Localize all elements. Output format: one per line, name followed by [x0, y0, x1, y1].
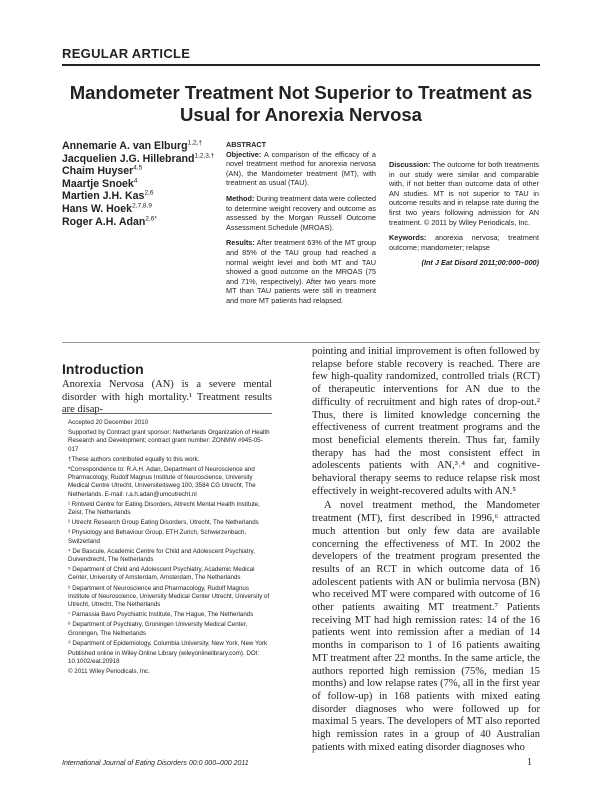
footnote: Accepted 20 December 2010 — [68, 419, 149, 426]
section-divider — [62, 342, 540, 343]
section-label: REGULAR ARTICLE — [62, 46, 191, 61]
author: Hans W. Hoek$^{2,7,8,9}$ — [62, 202, 152, 215]
abstract-results: Results: After treatment 63% of the MT group and 85% of the TAU group had reached a normal weight level and both MT and TAU showed a good outcome on the MROAS (75 and 71%, respectively). After two years more MT than TAU patients were still in treatment and more MT patients had relapsed. — [226, 238, 377, 305]
abstract-heading: ABSTRACT — [226, 140, 267, 149]
page-number: 1 — [527, 757, 532, 768]
author: Chaim Huyser$^{4,5}$ — [62, 164, 143, 178]
author: Maartje Snoek$^4$ — [62, 177, 138, 190]
footnote: Published online in Wiley Online Library (wileyonlinelibrary.com). DOI: 10.1002/eat.20918 — [68, 650, 260, 666]
footnote: ⁶ Department of Neuroscience and Pharmacology, Rudolf Magnus Institute of Neuroscience, University Medical Center Utrecht, University of Utrecht, Utrecht, The Netherlands — [68, 584, 270, 609]
author: Annemarie A. van Elburg$^{1,2,\dagger}$ — [62, 139, 203, 152]
header-divider — [62, 64, 540, 66]
journal-footer: International Journal of Eating Disorders 00:0 000–000 2011 — [62, 760, 249, 767]
footnote-divider — [62, 413, 272, 414]
footnotes — [62, 419, 272, 679]
abstract-keywords: Keywords: anorexia nervosa; treatment outcome; mandometer; relapse — [389, 233, 540, 252]
footnote: ⁵ Department of Child and Adolescent Psychiatry, Academic Medical Center, University of Amsterdam, Amsterdam, The Netherlands — [68, 566, 255, 582]
footnote: ⁸ Department of Psychiatry, Groningen University Medical Center, Groningen, The Netherlands — [68, 621, 248, 637]
author: Roger A.H. Adan$^{2,6*}$ — [62, 215, 157, 228]
abstract-column-1 — [226, 140, 376, 312]
footnote: ⁷ Parnassia Bavo Psychiatric Institute, The Hague, The Netherlands — [68, 611, 254, 619]
abstract-objective: Objective: A comparison of the efficacy of a novel treatment method for anorexia nervosa (AN), the Mandometer treatment (MT), with treatment as usual (TAU). — [226, 149, 376, 188]
journal-citation: (Int J Eat Disord 2011;00:000–000) — [421, 258, 539, 268]
footnote: Supported by Contract grant sponsor: Netherlands Organization of Health Research and Development; contract grant number: ZONMW #945-05-017 — [68, 429, 270, 453]
footnote: ¹ Rintveld Centre for Eating Disorders, Altrecht Mental Health Institute, Zeist, The Netherlands — [68, 500, 260, 517]
abstract-method: Method: During treatment data were collected to determine weight recovery and outcome as assessed by the Morgan Russell Outcome Assessment Schedule (MROAS). — [226, 193, 377, 232]
author: Martien J.H. Kas$^{2,6}$ — [62, 189, 154, 203]
intro-column-1 — [62, 379, 272, 417]
footnote: © 2011 Wiley Periodicals, Inc. — [68, 668, 150, 676]
author-list — [62, 140, 222, 228]
abstract-column-2 — [389, 160, 539, 274]
footnote: ⁹ Department of Epidemiology, Columbia University, New York, New York — [68, 639, 268, 647]
article-title: Mandometer Treatment Not Superior to Treatment as Usual for Anorexia Nervosa — [69, 82, 533, 125]
footnote: ³ Physiology and Behaviour Group, ETH Zurich, Schwerzenbach, Switzerland — [68, 529, 247, 545]
intro-column-2 — [312, 346, 540, 755]
intro-paragraph: Anorexia Nervosa (AN) is a severe mental disorder with high mortality.¹ Treatment results are disap- — [62, 379, 272, 416]
footnote: *Correspondence to: R.A.H. Adan, Department of Neuroscience and Pharmacology, Rudolf Magnus Institute of Neuroscience, University Medical Centre Utrecht, Universiteitsweg 100, 3584 CG Utrecht, The Netherlands. E-mail: r.a.h.adan@umcutrecht.nl — [68, 466, 256, 498]
introduction-heading: Introduction — [62, 361, 144, 377]
abstract-discussion: Discussion: The outcome for both treatments in our study were similar and comparable with, if not better than outcome data of other AN studies. MT is not superior to TAU in outcome results and in relapse rate during the first two years following admission for AN treatment. © 2011 by Wiley Periodicals, Inc. — [389, 160, 539, 227]
author: Jacquelien J.G. Hillebrand$^{1,2,3,\dagger}$ — [62, 152, 215, 165]
intro-paragraph: A novel treatment method, the Mandometer treatment (MT), first described in 1996,⁶ attracted much attention but only few data are available concerning the effectiveness of MT. In 2002 the developers of the treatment program presented the results of an RCT in which outcome data of 16 adolescent patients with AN or bulimia nervosa (BN) who received MT were compared with outcome of 16 other patients awaiting MT treatment.⁷ Patients receiving MT had high remission rates: 14 of the 16 patients went into remission after a median of 14 months in comparison to 1 of 16 patients awaiting MT treatment after 22 months. In the same article, the authors reported high remission (75%, median 15 months) and low relapse rates (7%, all in the first year of follow-up) in 168 patients with mixed eating disorder diagnoses who were followed up for maximal 5 years. The developers of MT also reported high remission rates in a group of 40 Australian patients with mixed eating disorder diagnoses who — [312, 500, 540, 753]
intro-paragraph: pointing and initial improvement is often followed by relapse before stable recovery is reached. There are few high-quality randomized, controlled trials (RCT) of therapeutic interventions for AN due to the difficulty of recruitment and high rates of drop-out.² Thus, there is limited knowledge concerning the effectiveness of current treatment programs and the most beneficial elements therein. Thus far, family therapy has had the most consistent effect in adolescents patients with AN,³˒⁴ and cognitive-behavioral therapy seems to reduce relapse risk most effectively in weight-recovered adults with AN.⁵ — [312, 346, 540, 497]
footnote: ⁴ De Bascule, Academic Centre for Child and Adolescent Psychiatry, Duivendrecht, The Netherlands — [68, 547, 255, 564]
footnote: †These authors contributed equally to this work. — [68, 455, 200, 463]
footnote: ² Utrecht Research Group Eating Disorders, Utrecht, The Netherlands — [68, 519, 259, 527]
